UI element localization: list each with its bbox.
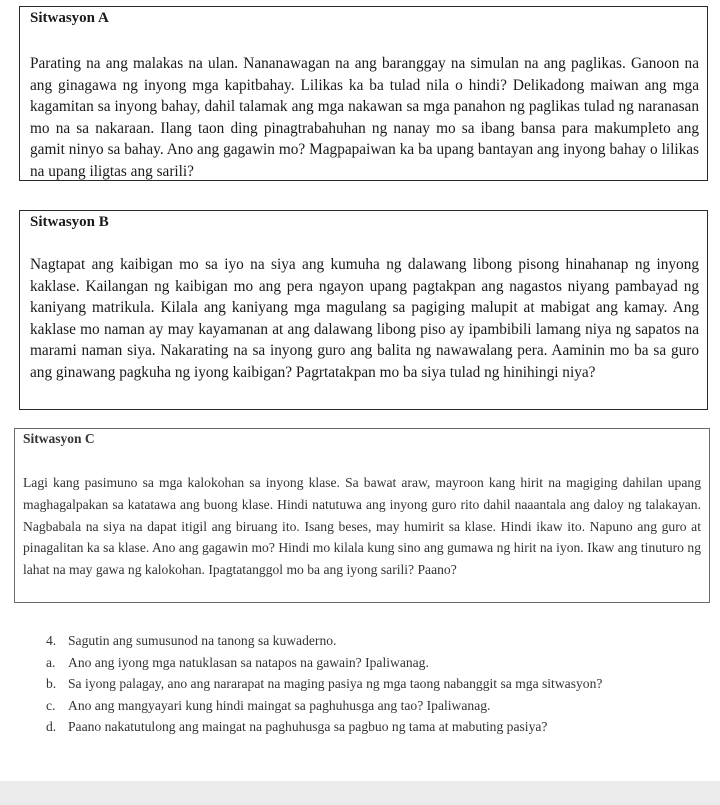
sitwasyon-a-text: Parating na ang malakas na ulan. Nananawagan na ang baranggay na simulan na ang paglikas. Ganoon na ang ginagawa ng inyong mga kapitbahay. Lilikas ka ba tulad nila o hindi? Delikadong maiwan ang mga kagamitan sa inyong bahay, dahil talamak ang mga nakawan sa mga panahon ng paglikas tulad ng naranasan mo na sa nakaraan. Ilang taon ding pinagtrabahuhan ng nanay mo sa ibang bansa para makumpleto ang gamit ninyo sa bahay. Ano ang gagawin mo? Magpapaiwan ka ba upang bantayan ang inyong bahay o lilikas na upang iligtas ang sarili? xyxy=(30,55,699,180)
question-text: Ano ang iyong mga natuklasan sa natapos na gawain? Ipaliwanag. xyxy=(68,654,429,670)
question-marker: a. xyxy=(46,654,56,670)
bottom-margin-strip xyxy=(0,781,720,805)
question-text: Sa iyong palagay, ano ang nararapat na maging pasiya ng mga taong nabanggit sa mga sitwasyon? xyxy=(68,676,603,691)
sitwasyon-b-title: Sitwasyon B xyxy=(30,214,109,230)
question-text: Ano ang mangyayari kung hindi maingat sa paghuhusga ang tao? Ipaliwanag. xyxy=(68,697,491,713)
sitwasyon-c-title: Sitwasyon C xyxy=(23,431,95,446)
question-list xyxy=(46,630,706,738)
sitwasyon-b-text: Nagtapat ang kaibigan mo sa iyo na siya ang kumuha ng dalawang libong pisong hinahanap ng inyong kaklase. Kailangan ng kaibigan mo ang pera ngayon upang pagtakpan ang nagastos niyang pambayad ng kaniyang matrikula. Kilala ang kaniyang mga magulang sa pagiging malupit at mabigat ang kamay. Ang kaklase mo naman ay may kayamanan at ang dalawang libong piso ay ipambibili lamang niya ng sapatos na marami naman siya. Nakarating na sa inyong guro ang balita ng nawawalang pera. Aaminin mo ba sa guro ang ginawang pagkuha ng iyong kaibigan? Pagrtatakpan mo ba siya tulad ng hinihingi niya? xyxy=(30,256,699,381)
sitwasyon-a-box xyxy=(19,6,708,181)
sitwasyon-c-box xyxy=(14,428,710,603)
sitwasyon-a-title: Sitwasyon A xyxy=(30,10,109,26)
question-marker: c. xyxy=(46,697,56,713)
question-item xyxy=(46,630,706,652)
question-marker: b. xyxy=(46,676,57,691)
question-text: Paano nakatutulong ang maingat na paghuhusga sa pagbuo ng tama at mabuting pasiya? xyxy=(68,719,548,734)
question-text: Sagutin ang sumusunod na tanong sa kuwaderno. xyxy=(68,633,337,648)
question-item xyxy=(46,673,706,695)
question-item xyxy=(46,652,706,674)
question-item xyxy=(46,695,706,717)
question-item xyxy=(46,716,706,738)
sitwasyon-c-text: Lagi kang pasimuno sa mga kalokohan sa inyong klase. Sa bawat araw, mayroon kang hirit na magiging dahilan upang maghagalpakan sa katatawa ang buong klase. Hindi natutuwa ang inyong guro rito dahil naaantala ang daloy ng talakayan. Nagbabala na siya na dapat itigil ang biruang ito. Isang beses, may humirit sa klase. Hindi ikaw ito. Napuno ang guro at pinagalitan ka sa klase. Ano ang gagawin mo? Hindi mo kilala kung sino ang gumawa ng hirit na iyon. Ikaw ang tinuturo ng lahat na may gawa ng kalokohan. Ipagtatanggol mo ba ang iyong sarili? Paano? xyxy=(23,475,701,578)
question-marker: 4. xyxy=(46,633,57,648)
sitwasyon-b-box xyxy=(19,210,708,410)
question-marker: d. xyxy=(46,719,57,734)
